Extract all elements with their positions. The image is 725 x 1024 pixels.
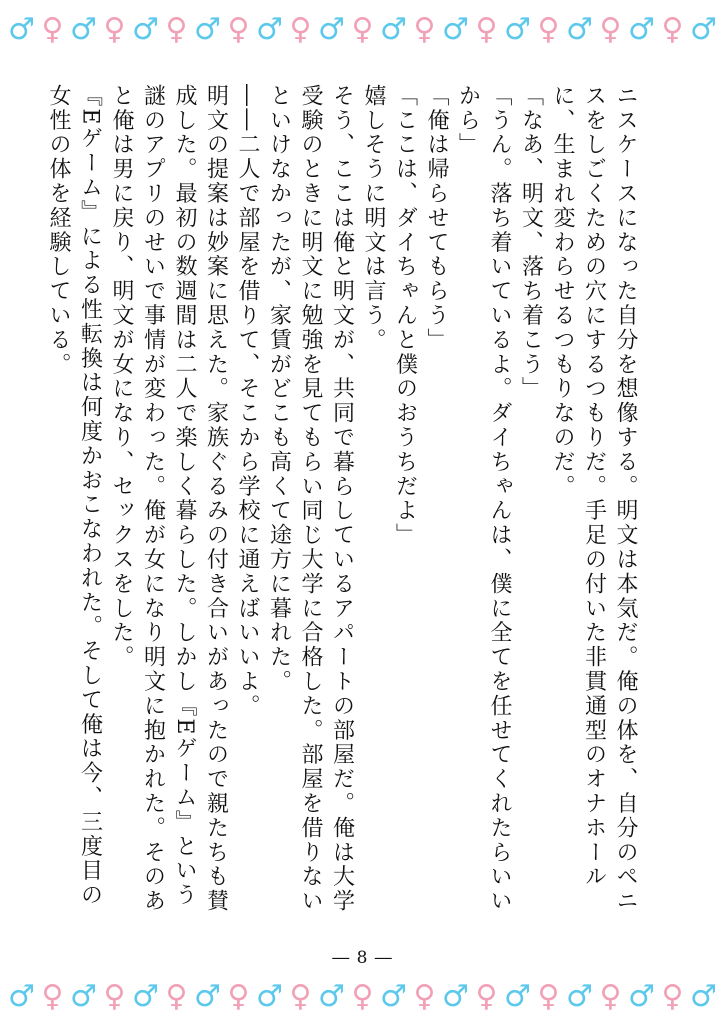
male-symbol-icon: ♂ — [256, 979, 283, 1014]
female-symbol-icon: ♀ — [413, 12, 436, 47]
female-symbol-icon: ♀ — [351, 979, 374, 1014]
male-symbol-icon: ♂ — [690, 979, 717, 1014]
male-symbol-icon: ♂ — [8, 12, 35, 47]
male-symbol-icon: ♂ — [628, 979, 655, 1014]
female-symbol-icon: ♀ — [661, 12, 684, 47]
female-symbol-icon: ♀ — [289, 12, 312, 47]
dialogue-line: 「なあ、明文、落ち着こう」 — [518, 84, 544, 402]
female-symbol-icon: ♀ — [165, 12, 188, 47]
male-symbol-icon: ♂ — [132, 12, 159, 47]
female-symbol-icon: ♀ — [103, 979, 126, 1014]
male-symbol-icon: ♂ — [442, 12, 469, 47]
female-symbol-icon: ♀ — [599, 979, 622, 1014]
female-symbol-icon: ♀ — [475, 12, 498, 47]
female-symbol-icon: ♀ — [351, 12, 374, 47]
male-symbol-icon: ♂ — [628, 12, 655, 47]
female-symbol-icon: ♀ — [289, 979, 312, 1014]
male-symbol-icon: ♂ — [8, 979, 35, 1014]
paragraph: 嬉しそうに明文は言う。 — [361, 84, 386, 353]
paragraph: 『Eゲーム』による性転換は何度かおこなわれた。そして俺は今、三度目の女性の体を経験している。 — [46, 84, 103, 908]
paragraph-continuation: ニスケースになった自分を想像する。明文は本気だ。俺の体を、自分のペニスをしごくための穴にするつもりだ。手足の付いた非貫通型のオナホールに、生まれ変わらせるつもりなのだ。 — [550, 84, 638, 914]
female-symbol-icon: ♀ — [661, 979, 684, 1014]
dialogue-line: 「うん。落ち着いているよ。ダイちゃんは、僕に全てを任せてくれたらいいから」 — [455, 84, 512, 914]
female-symbol-icon: ♀ — [475, 979, 498, 1014]
female-symbol-icon: ♀ — [41, 12, 64, 47]
male-symbol-icon: ♂ — [380, 12, 407, 47]
male-symbol-icon: ♂ — [504, 12, 531, 47]
paragraph: ――二人で部屋を借りて、そこから学校に通えばいいよ。 — [235, 84, 260, 719]
female-symbol-icon: ♀ — [537, 979, 560, 1014]
dialogue-line: 「俺は帰らせてもらう」 — [424, 84, 449, 353]
page-number: ― 8 ― — [332, 948, 393, 968]
female-symbol-icon: ♀ — [413, 979, 436, 1014]
female-symbol-icon: ♀ — [227, 979, 250, 1014]
vertical-text-body — [46, 84, 641, 924]
male-symbol-icon: ♂ — [194, 12, 221, 47]
top-border — [0, 5, 725, 55]
dialogue-line: 「ここは、ダイちゃんと僕のおうちだよ」 — [392, 84, 418, 548]
female-symbol-icon: ♀ — [41, 979, 64, 1014]
male-symbol-icon: ♂ — [504, 979, 531, 1014]
female-symbol-icon: ♀ — [227, 12, 250, 47]
male-symbol-icon: ♂ — [566, 12, 593, 47]
male-symbol-icon: ♂ — [70, 12, 97, 47]
male-symbol-icon: ♂ — [256, 12, 283, 47]
male-symbol-icon: ♂ — [380, 979, 407, 1014]
male-symbol-icon: ♂ — [318, 979, 345, 1014]
male-symbol-icon: ♂ — [442, 979, 469, 1014]
female-symbol-icon: ♀ — [599, 12, 622, 47]
male-symbol-icon: ♂ — [132, 979, 159, 1014]
female-symbol-icon: ♀ — [537, 12, 560, 47]
male-symbol-icon: ♂ — [566, 979, 593, 1014]
male-symbol-icon: ♂ — [318, 12, 345, 47]
male-symbol-icon: ♂ — [194, 979, 221, 1014]
female-symbol-icon: ♀ — [103, 12, 126, 47]
male-symbol-icon: ♂ — [70, 979, 97, 1014]
male-symbol-icon: ♂ — [690, 12, 717, 47]
paragraph: そう、ここは俺と明文が、共同で暮らしているアパートの部屋だ。俺は大学受験のときに明文に勉強を見てもらい同じ大学に合格した。部屋を借りないといけなかったが、家賃がどこも高くて途方に暮れた。 — [266, 84, 355, 914]
female-symbol-icon: ♀ — [165, 979, 188, 1014]
paragraph: 明文の提案は妙案に思えた。家族ぐるみの付き合いがあったので親たちも賛成した。最初の数週間は二人で楽しく暮らした。しかし『Eゲーム』という謎のアプリのせいで事情が変わった。俺が女になり明文に抱かれた。そのあと俺は男に戻り、明文が女になり、セックスをした。 — [109, 84, 229, 914]
bottom-border — [0, 972, 725, 1022]
